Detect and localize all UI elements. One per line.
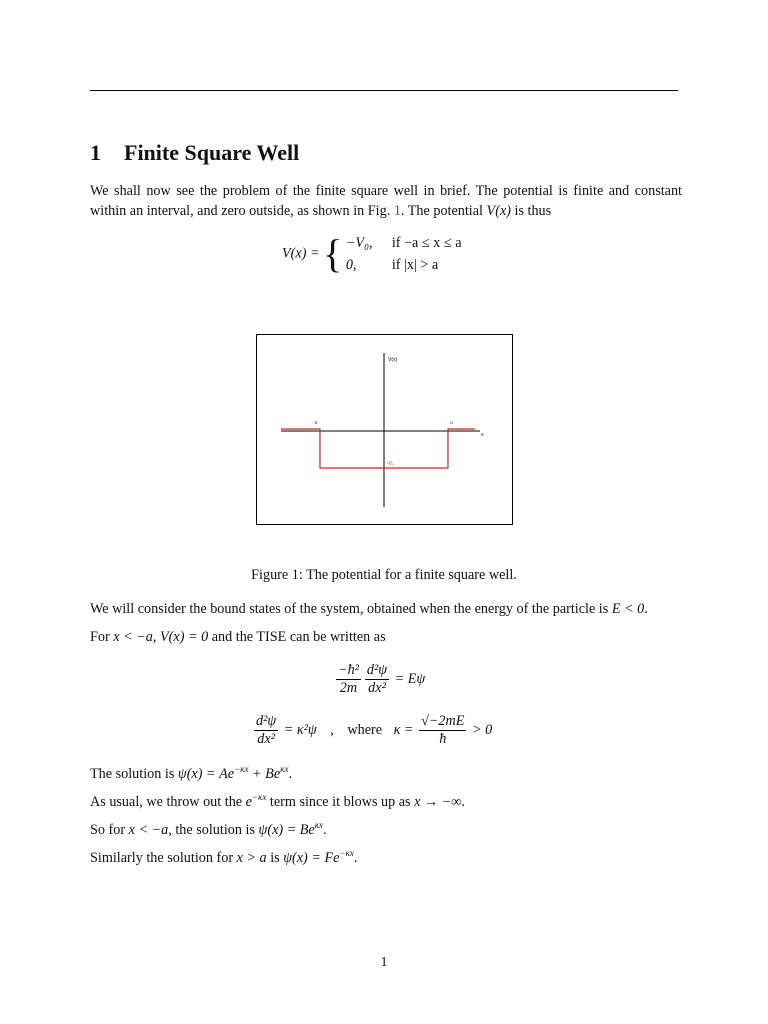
so-for-math1: x < −a — [128, 822, 169, 838]
pos-a-label: a — [450, 420, 453, 426]
well-outline — [281, 429, 475, 468]
tise-frac-2 — [365, 662, 389, 697]
throwout-line — [90, 792, 465, 812]
similarly-math2: $\psi(x) = Fe^{-\kappa x}$ — [283, 848, 354, 866]
similarly-text2: is — [266, 850, 284, 866]
neg-a-label: -a — [313, 420, 318, 426]
solution-text: The solution is — [90, 766, 178, 782]
y-axis-label: V(x) — [388, 357, 398, 363]
figure-reference-link[interactable]: 1 — [393, 203, 401, 219]
finite-well-plot — [257, 335, 512, 524]
similarly-text1: Similarly the solution for — [90, 850, 237, 866]
brace: { — [323, 231, 343, 276]
similarly-math1: x > a — [236, 850, 267, 866]
case1-condition: if −a ≤ x ≤ a — [391, 235, 462, 251]
so-for-line — [90, 820, 327, 840]
throwout-text3: . — [461, 794, 465, 810]
potential-cases — [346, 232, 462, 276]
case2-value: 0, — [345, 257, 357, 273]
kappa-equation — [252, 713, 492, 748]
section-number: 1 — [90, 140, 101, 165]
solution-line — [90, 764, 292, 784]
bound-states-math: E < 0 — [611, 601, 645, 617]
kappa-sep: , — [330, 722, 334, 738]
kappa-rhs: = κ²ψ — [283, 722, 317, 738]
so-for-text1: So for — [90, 822, 129, 838]
bound-states-line — [90, 599, 648, 619]
region1-math1: x < −a — [113, 629, 153, 645]
tise-frac-1 — [336, 662, 361, 697]
depth-label: -V₀ — [387, 461, 395, 467]
region1-math2: V(x) = 0 — [160, 629, 209, 645]
kappa-symbol: κ = — [393, 722, 414, 738]
kappa-num: d²ψ — [256, 713, 277, 729]
intro-math: V(x) — [486, 203, 511, 219]
kappa-frac-2 — [419, 713, 466, 748]
bound-states-end: . — [644, 601, 648, 617]
bound-states-text: We will consider the bound states of the system, obtained when the energy of the particle is — [90, 601, 612, 617]
region1-text3: and the TISE can be written as — [208, 629, 386, 645]
intro-text-2: . The potential — [400, 203, 487, 219]
so-for-text2: , the solution is — [168, 822, 259, 838]
kappa-where: where — [347, 722, 383, 738]
figure-caption: Figure 1: The potential for a finite square well. — [251, 567, 517, 583]
tise-num1: −ħ² — [338, 662, 359, 678]
intro-text-3: is thus — [510, 203, 552, 219]
section-heading — [90, 140, 299, 166]
throwout-text1: As usual, we throw out the — [90, 794, 246, 810]
similarly-line — [90, 848, 357, 868]
tise-num2: d²ψ — [366, 662, 388, 678]
figure-1-box — [256, 334, 513, 525]
region1-text2: , — [152, 629, 160, 645]
so-for-math2: $\psi(x) = Be^{\kappa x}$ — [258, 820, 324, 838]
similarly-text3: . — [353, 850, 358, 866]
potential-lhs: V(x) = — [282, 245, 320, 262]
tise-den1: 2m — [339, 680, 358, 696]
case2-condition: if |x| > a — [391, 257, 439, 273]
intro-text: We shall now see the problem of the finite square well in brief. The potential is finite and constant within an interval, and zero outside, as shown in Fig. — [90, 183, 682, 219]
throwout-math1: $e^{-\kappa x}$ — [245, 792, 267, 810]
kappa-kden: ħ — [439, 731, 447, 747]
throwout-math2: x → −∞ — [414, 794, 462, 810]
throwout-text2: term since it blows up as — [266, 794, 415, 810]
solution-end: . — [288, 766, 292, 782]
kappa-knum: √−2mE — [421, 713, 465, 729]
page-number: 1 — [380, 955, 388, 970]
tise-equation — [334, 662, 425, 697]
kappa-den: dx² — [257, 731, 275, 747]
intro-paragraph — [90, 181, 682, 221]
region1-line — [90, 627, 386, 647]
tise-rhs: = Eψ — [394, 671, 426, 687]
kappa-frac-1 — [254, 713, 278, 748]
case1-value: −V₀, — [345, 235, 373, 251]
potential-equation — [282, 232, 462, 276]
header-rule — [90, 90, 678, 91]
tise-den2: dx² — [368, 680, 386, 696]
so-for-text3: . — [323, 822, 327, 838]
section-title: Finite Square Well — [124, 140, 300, 165]
solution-math: $\psi(x) = Ae^{-\kappa x} + Be^{\kappa x}$ — [177, 764, 289, 782]
kappa-gt: > 0 — [471, 722, 493, 738]
region1-text: For — [90, 629, 114, 645]
x-axis-label: x — [481, 432, 484, 438]
